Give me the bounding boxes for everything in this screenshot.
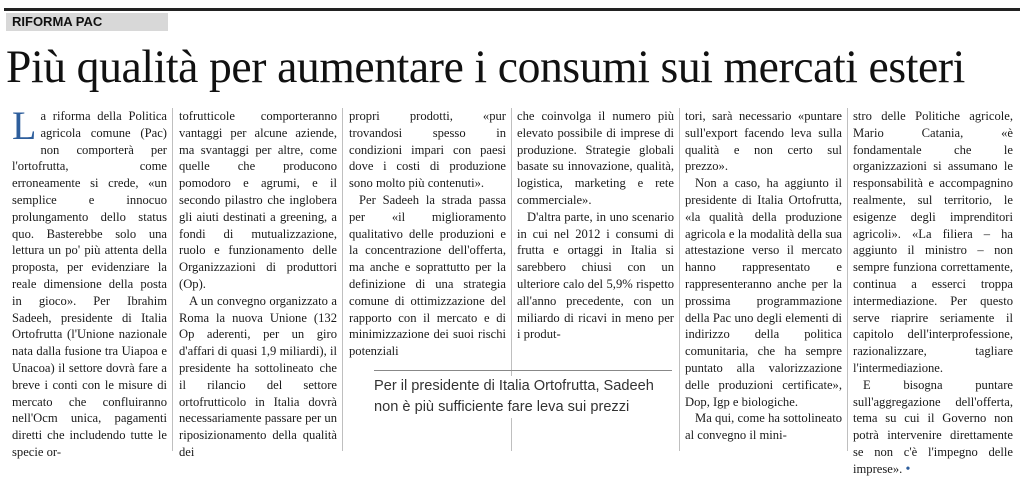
column-rule	[172, 108, 173, 451]
top-rule	[4, 8, 1020, 11]
article-column-3	[349, 108, 506, 360]
paragraph: che coinvolga il numero più elevato possibile di imprese di produzione. Strategie globali basate su innovazione, qualità, logistica, marketing e rete commerciale».	[517, 109, 674, 207]
pull-quote-rule	[374, 370, 672, 371]
article-column-5	[685, 108, 842, 444]
section-kicker: RIFORMA PAC	[6, 13, 168, 31]
paragraph: Ma qui, come ha sottolineato al convegno il mini-	[685, 411, 842, 443]
paragraph: tofrutticole comporteranno vantaggi per alcune aziende, ma svantaggi per altre, come quelle che producono pomodoro e agrumi, e il secondo pilastro che inglobera gli aiuti destinati a greening, a fondi di mutualizzazione, ruolo e funzionamento delle Organizzazioni di produttori (Op).	[179, 109, 337, 291]
article-column-4	[517, 108, 674, 343]
paragraph: Per Sadeeh la strada passa per «il miglioramento qualitativo delle produzioni e la concentrazione dell'offerta, ma anche e soprattutto per la definizione di una strategia comune di ottimizzazione del rapporto con il mercato e di minimizzazione dei suoi rischi potenziali	[349, 192, 506, 359]
column-rule	[847, 108, 848, 451]
column-rule	[679, 108, 680, 451]
headline: Più qualità per aumentare i consumi sui mercati esteri	[6, 41, 965, 93]
paragraph: Non a caso, ha aggiunto il presidente di Italia Ortofrutta, «la qualità della produzione agricola e la modalità della sua attestazione verso il mercato hanno rappresentato e rappresenteranno anche per la prossima programmazione della Pac uno degli elementi di indirizzo della politica comunitaria, che ha sempre puntato alla valorizzazione delle produzioni certificate», Dop, Igp e biologiche.	[685, 176, 842, 409]
article-column-6	[853, 108, 1013, 479]
paragraph: A un convegno organizzato a Roma la nuova Unione (132 Op aderenti, per un giro d'affari di quasi 1,9 miliardi), il presidente ha sottolineato che il rilancio del settore ortofrutticolo in Italia dovrà necessariamente passare per un riposizionamento della qualità dei	[179, 293, 337, 459]
pull-quote	[374, 376, 672, 418]
article-column-1	[12, 103, 167, 461]
pull-quote-text: Per il presidente di Italia Ortofrutta, Sadeeh non è più sufficiente fare leva sui prezzi	[374, 378, 654, 415]
paragraph: tori, sarà necessario «puntare sull'export facendo leva sulla qualità e non certo sul prezzo».	[685, 109, 842, 174]
paragraph: propri prodotti, «pur trovandosi spesso in condizioni impari con paesi dove i costi di produzione sono molto più contenuti».	[349, 109, 506, 191]
paragraph: La riforma della Politica agricola comune (Pac) non comporterà per l'ortofrutta, come erroneamente si crede, «un semplice e innocuo prolungamento dello status quo. Basterebbe solo una lettura un po' più attenta della proposta, per evidenziare la reale dimensione della posta in gioco». Per Ibrahim Sadeeh, presidente di Italia Ortofrutta (l'Unione nazionale nata dalla fusione tra Uiapoa e Unacoa) il settore dovrà fare a breve i conti con le misure di mercato che confluiranno nell'Ocm unica, pagamenti diretti che includendo tutte le specie or-	[12, 103, 167, 459]
end-mark-icon: •	[905, 461, 911, 477]
drop-cap: L	[12, 103, 37, 148]
column-rule	[342, 108, 343, 451]
paragraph: D'altra parte, in uno scenario in cui nel 2012 i consumi di frutta e ortaggi in Italia si sarebbero chiusi con un ulteriore calo del 5,9% rispetto all'anno precedente, con un miliardo di ricavi in meno per i produt-	[517, 209, 674, 342]
paragraph: E bisogna puntare sull'aggregazione dell'offerta, tema su cui il Governo non potrà intervenire direttamente se non c'è l'impegno delle imprese». •	[853, 377, 1013, 477]
article-column-2	[179, 108, 337, 461]
paragraph: stro delle Politiche agricole, Mario Catania, «è fondamentale che le organizzazioni si assumano le responsabilità e accompagnino realmente, sul territorio, le esigenze degli imprenditori agricoli». «La filiera – ha aggiunto il ministro – non sempre funziona correttamente, continua a esserci troppa intermediazione. Per questo serve riaprire seriamente il capitolo dell'interprofessione, razionalizzare, tagliare l'intermediazione.	[853, 109, 1013, 375]
